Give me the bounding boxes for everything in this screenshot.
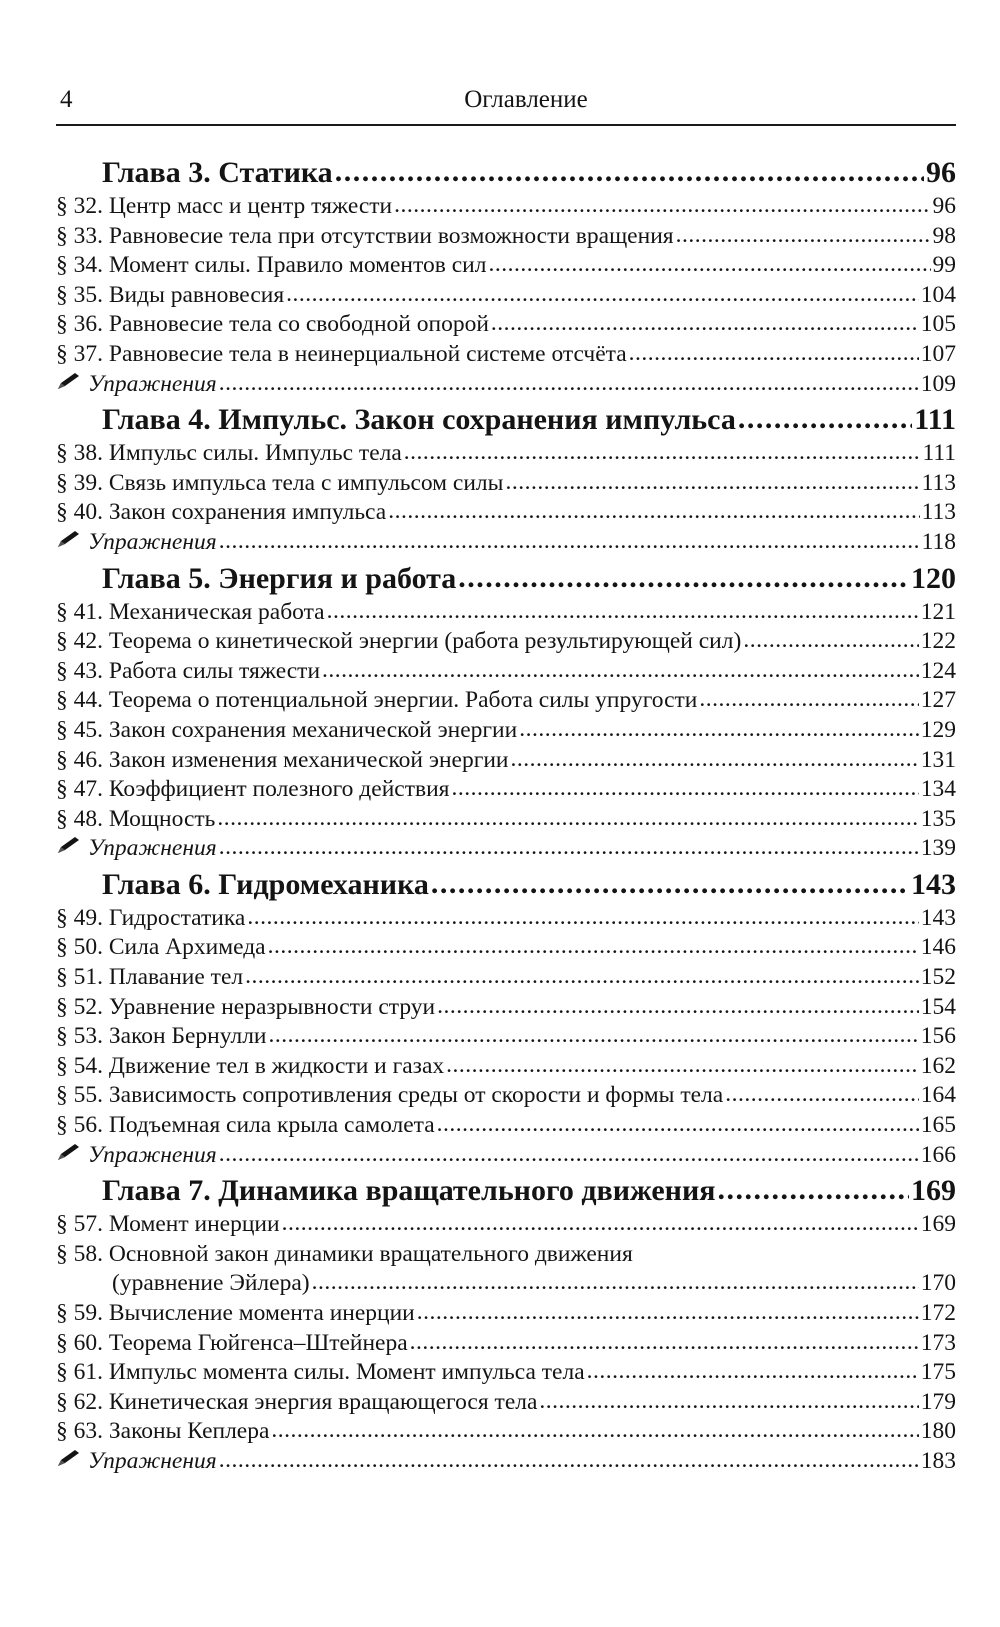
- toc-entry[interactable]: [56, 775, 956, 805]
- dot-leader: [388, 497, 919, 527]
- toc-entry-page: 152: [920, 964, 956, 991]
- chapter-title-label: Глава 6. Гидромеханика: [102, 867, 429, 901]
- dot-leader: [247, 903, 918, 933]
- toc-entry-label: § 59. Вычисление момента инерции: [56, 1300, 415, 1326]
- pencil-icon: [56, 834, 82, 854]
- toc-entry-label: § 58. Основной закон динамики вращательного движения: [56, 1240, 633, 1267]
- toc-entry[interactable]: [56, 222, 956, 252]
- toc-entry-page: 165: [920, 1112, 956, 1139]
- exercises-entry[interactable]: [56, 834, 956, 864]
- chapter-title-page: 120: [911, 561, 956, 595]
- toc-entry[interactable]: [56, 439, 956, 469]
- toc-entry[interactable]: [56, 1111, 956, 1141]
- toc-entry-page: 127: [920, 687, 956, 714]
- chapter-block: [56, 866, 956, 1170]
- dot-leader: [437, 1110, 919, 1140]
- toc-entry-label: § 56. Подъемная сила крыла самолета: [56, 1112, 435, 1139]
- toc-entry[interactable]: [56, 993, 956, 1023]
- toc-entry[interactable]: [56, 686, 956, 716]
- page-number: 4: [60, 86, 73, 113]
- toc-entry[interactable]: [56, 1299, 956, 1329]
- chapter-title-page: 169: [911, 1174, 956, 1208]
- toc-entry[interactable]: [56, 1329, 956, 1359]
- exercises-entry-label: Упражнения: [88, 528, 217, 555]
- toc-entry-label: § 37. Равновесие тела в неинерциальной системе отсчёта: [56, 340, 627, 367]
- chapter-title[interactable]: [56, 154, 956, 192]
- dot-leader: [219, 369, 919, 399]
- toc-entry-page: 124: [920, 657, 956, 684]
- exercises-entry-label: Упражнения: [88, 835, 217, 862]
- exercises-entry-page: 166: [920, 1141, 956, 1168]
- toc-entry[interactable]: [56, 805, 956, 835]
- toc-entry[interactable]: [56, 904, 956, 934]
- dot-leader: [286, 280, 919, 310]
- toc-entry[interactable]: [56, 627, 956, 657]
- toc-entry[interactable]: [56, 251, 956, 281]
- page-header: [56, 78, 956, 126]
- toc-entry-label: § 41. Механическая работа: [56, 598, 325, 625]
- toc-entry-page: 105: [920, 311, 956, 338]
- chapter-title-label: Глава 5. Энергия и работа: [102, 561, 457, 595]
- toc-entry[interactable]: [56, 1417, 956, 1447]
- pencil-icon: [56, 370, 82, 390]
- toc-entry-continuation-page: 170: [920, 1270, 956, 1297]
- dot-leader: [699, 685, 918, 715]
- dot-leader: [394, 191, 930, 221]
- exercises-entry-label: Упражнения: [88, 1141, 217, 1168]
- dot-leader: [511, 745, 919, 775]
- pencil-icon: [56, 1141, 82, 1161]
- chapter-title[interactable]: [56, 401, 956, 439]
- toc-entry-page: 98: [932, 222, 956, 249]
- dot-leader: [743, 626, 918, 656]
- toc-entry-label: § 62. Кинетическая энергия вращающегося тела: [56, 1388, 538, 1415]
- dot-leader: [327, 597, 919, 627]
- exercises-entry-page: 183: [920, 1447, 956, 1474]
- toc-entry-label: § 49. Гидростатика: [56, 904, 246, 931]
- toc-entry-page: 113: [921, 499, 956, 526]
- dot-leader: [312, 1268, 919, 1298]
- toc-entry-label: § 34. Момент силы. Правило моментов сил: [56, 252, 487, 279]
- toc-entry[interactable]: [56, 933, 956, 963]
- toc-entry[interactable]: [56, 716, 956, 746]
- toc-entry-continuation-label: (уравнение Эйлера): [112, 1270, 310, 1297]
- toc-entry-page: 169: [920, 1211, 956, 1238]
- table-of-contents: [56, 154, 956, 1477]
- toc-entry-page: 156: [920, 1023, 956, 1050]
- dot-leader: [725, 1080, 919, 1110]
- toc-entry-label: § 54. Движение тел в жидкости и газах: [56, 1052, 445, 1079]
- toc-entry-page: 180: [920, 1418, 956, 1445]
- dot-leader: [219, 1446, 919, 1476]
- chapter-title[interactable]: [56, 560, 956, 598]
- toc-entry-label: § 40. Закон сохранения импульса: [56, 499, 387, 526]
- dot-leader: [410, 1328, 919, 1358]
- dot-leader: [437, 992, 919, 1022]
- dot-leader: [491, 309, 919, 339]
- exercises-entry-label: Упражнения: [88, 370, 217, 397]
- toc-entry[interactable]: [56, 1240, 956, 1270]
- chapter-title-page: 96: [926, 156, 956, 189]
- chapter-block: [56, 560, 956, 864]
- toc-entry-label: § 48. Мощность: [56, 805, 216, 832]
- dot-leader: [629, 339, 919, 369]
- toc-entry[interactable]: [56, 1388, 956, 1418]
- toc-entry-label: § 60. Теорема Гюйгенса–Штейнера: [56, 1329, 408, 1356]
- toc-entry[interactable]: [56, 746, 956, 776]
- toc-entry-page: 172: [920, 1300, 956, 1326]
- toc-entry-page: 173: [920, 1329, 956, 1356]
- dot-leader: [519, 715, 919, 745]
- chapter-block: [56, 154, 956, 399]
- exercises-entry[interactable]: [56, 370, 956, 400]
- toc-entry-page: 113: [921, 469, 956, 496]
- toc-entry-label: § 36. Равновесие тела со свободной опорой: [56, 311, 489, 338]
- toc-entry-page: 164: [920, 1082, 956, 1109]
- exercises-entry-label: Упражнения: [88, 1447, 217, 1474]
- dot-leader: [539, 1387, 918, 1417]
- toc-entry[interactable]: [56, 1052, 956, 1082]
- dot-leader: [219, 833, 919, 863]
- chapter-title[interactable]: [56, 866, 956, 904]
- dot-leader: [335, 153, 924, 191]
- dot-leader: [269, 1021, 919, 1051]
- dot-leader: [451, 774, 918, 804]
- toc-entry[interactable]: [56, 598, 956, 628]
- exercises-entry[interactable]: [56, 1141, 956, 1171]
- toc-entry-label: § 46. Закон изменения механической энергии: [56, 746, 509, 773]
- dot-leader: [458, 559, 909, 597]
- toc-entry-label: § 53. Закон Бернулли: [56, 1023, 267, 1050]
- dot-leader: [505, 468, 919, 498]
- toc-entry[interactable]: [56, 469, 956, 499]
- toc-entry-label: § 51. Плавание тел: [56, 964, 244, 991]
- exercises-entry-page: 118: [921, 528, 956, 555]
- toc-entry-label: § 39. Связь импульса тела с импульсом силы: [56, 469, 504, 496]
- chapter-block: [56, 401, 956, 557]
- toc-entry[interactable]: [56, 1022, 956, 1052]
- toc-entry[interactable]: [56, 498, 956, 528]
- dot-leader: [717, 1171, 909, 1209]
- toc-entry-page: 107: [920, 340, 956, 367]
- toc-entry-page: 99: [932, 252, 956, 279]
- dot-leader: [219, 1140, 919, 1170]
- toc-entry-page: 131: [920, 746, 956, 773]
- exercises-entry[interactable]: [56, 1447, 956, 1477]
- exercises-entry-page: 139: [920, 835, 956, 862]
- chapter-title[interactable]: [56, 1172, 956, 1210]
- pencil-icon: [56, 528, 82, 548]
- toc-entry[interactable]: [56, 1358, 956, 1388]
- exercises-entry[interactable]: [56, 528, 956, 558]
- toc-entry-label: § 43. Работа силы тяжести: [56, 657, 321, 684]
- dot-leader: [446, 1051, 919, 1081]
- toc-entry-page: 122: [920, 628, 956, 655]
- toc-entry-label: § 52. Уравнение неразрывности струи: [56, 993, 436, 1020]
- toc-entry[interactable]: [56, 657, 956, 687]
- dot-leader: [417, 1298, 919, 1328]
- running-title: Оглавление: [464, 86, 588, 113]
- toc-entry-label: § 42. Теорема о кинетической энергии (работа результирующей сил): [56, 628, 742, 655]
- dot-leader: [219, 527, 920, 557]
- dot-leader: [676, 221, 931, 251]
- toc-entry-label: § 38. Импульс силы. Импульс тела: [56, 440, 402, 467]
- toc-entry-label: § 32. Центр масс и центр тяжести: [56, 193, 393, 219]
- toc-entry-label: § 44. Теорема о потенциальной энергии. Работа силы упругости: [56, 687, 698, 714]
- exercises-entry-page: 109: [920, 370, 956, 397]
- dot-leader: [282, 1209, 919, 1239]
- dot-leader: [488, 250, 930, 280]
- dot-leader: [322, 656, 919, 686]
- dot-leader: [271, 1416, 918, 1446]
- chapter-block: [56, 1172, 956, 1476]
- dot-leader: [217, 804, 918, 834]
- toc-entry-label: § 55. Зависимость сопротивления среды от скорости и формы тела: [56, 1082, 724, 1109]
- toc-entry-label: § 33. Равновесие тела при отсутствии возможности вращения: [56, 222, 674, 249]
- toc-entry-label: § 57. Момент инерции: [56, 1211, 280, 1238]
- toc-entry-page: 134: [920, 776, 956, 803]
- toc-entry-page: 129: [920, 716, 956, 743]
- toc-entry-page: 121: [920, 598, 956, 625]
- toc-entry-page: 162: [920, 1052, 956, 1079]
- toc-entry-label: § 50. Сила Архимеда: [56, 934, 266, 961]
- toc-entry-page: 143: [920, 904, 956, 931]
- toc-entry[interactable]: [56, 963, 956, 993]
- toc-entry-label: § 45. Закон сохранения механической энергии: [56, 716, 518, 743]
- toc-entry-label: § 47. Коэффициент полезного действия: [56, 776, 450, 803]
- pencil-icon: [56, 1447, 82, 1467]
- chapter-title-page: 143: [911, 867, 956, 901]
- dot-leader: [245, 962, 919, 992]
- chapter-title-label: Глава 4. Импульс. Закон сохранения импульса: [102, 403, 736, 437]
- toc-entry[interactable]: [56, 192, 956, 222]
- dot-leader: [587, 1357, 919, 1387]
- toc-entry-page: 154: [920, 993, 956, 1020]
- chapter-title-label: Глава 7. Динамика вращательного движения: [102, 1174, 716, 1208]
- toc-entry-page: 135: [920, 805, 956, 832]
- book-page: [56, 78, 956, 1479]
- dot-leader: [738, 400, 912, 438]
- toc-entry-page: 104: [920, 281, 956, 308]
- toc-entry-page: 175: [920, 1359, 956, 1386]
- toc-entry[interactable]: [56, 1210, 956, 1240]
- toc-entry-page: 179: [920, 1388, 956, 1415]
- toc-entry-label: § 63. Законы Кеплера: [56, 1418, 270, 1445]
- toc-entry-page: 96: [932, 193, 956, 219]
- toc-entry-page: 111: [922, 440, 956, 467]
- toc-entry[interactable]: [56, 1081, 956, 1111]
- chapter-title-label: Глава 3. Статика: [102, 156, 333, 189]
- toc-entry[interactable]: [56, 340, 956, 370]
- toc-entry-label: § 61. Импульс момента силы. Момент импульса тела: [56, 1359, 585, 1386]
- toc-entry-label: § 35. Виды равновесия: [56, 281, 285, 308]
- toc-entry-continuation[interactable]: [56, 1269, 956, 1299]
- dot-leader: [268, 932, 919, 962]
- toc-entry[interactable]: [56, 310, 956, 340]
- dot-leader: [404, 438, 921, 468]
- toc-entry-page: 146: [920, 934, 956, 961]
- chapter-title-page: 111: [914, 403, 956, 437]
- toc-entry[interactable]: [56, 281, 956, 311]
- dot-leader: [431, 865, 909, 903]
